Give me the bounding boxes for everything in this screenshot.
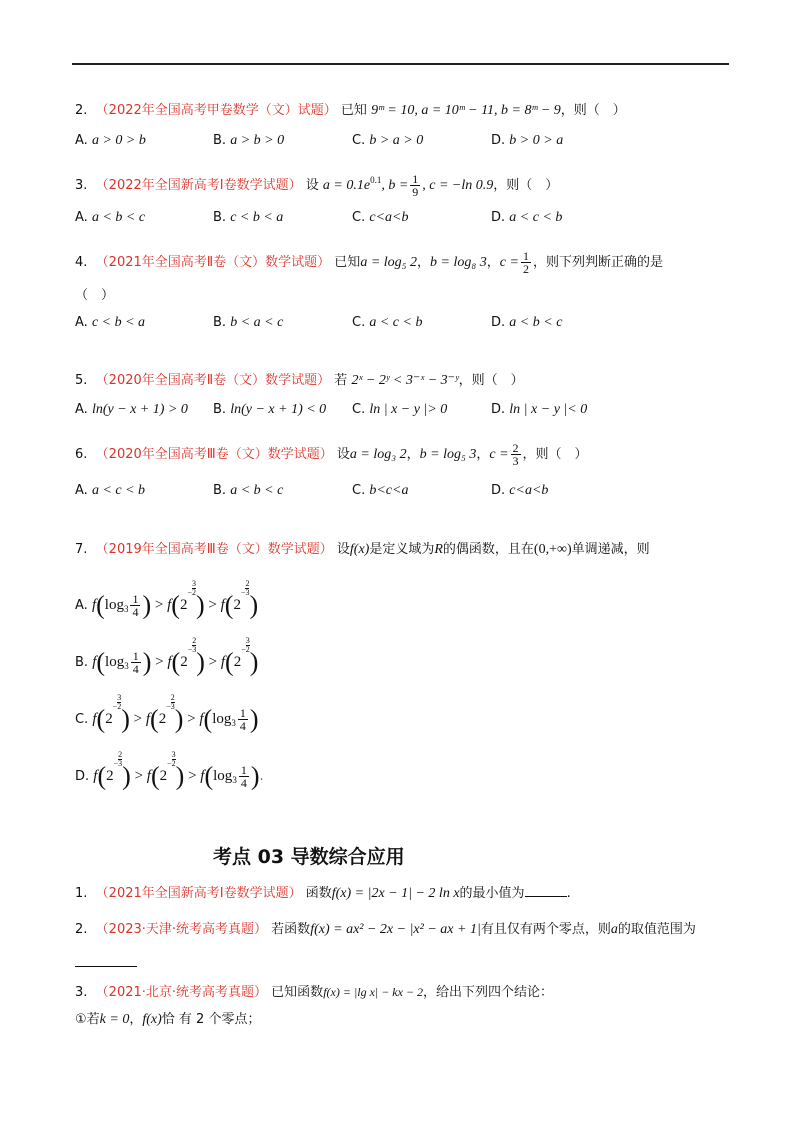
question-text-end: ，则（ ） (522, 447, 588, 462)
numerator: 1 (522, 249, 529, 263)
fraction-c (521, 250, 531, 275)
cond-a-exponent: 0.1 (370, 175, 382, 185)
cond-b: b = log₅ 3 (419, 447, 477, 462)
question-text-mid2: 的偶函数，且在 (442, 542, 534, 557)
section-question-2 (75, 920, 696, 940)
option-text: b > 0 > a (509, 133, 564, 148)
question-text-mid: 有且仅有两个零点，则 (480, 922, 611, 937)
option-c[interactable] (352, 481, 408, 501)
answer-blank[interactable] (525, 884, 567, 897)
option-letter: B. (213, 210, 227, 225)
function-expression: f(x) = ax² − 2x − |x² − ax + 1| (310, 922, 481, 937)
numerator: 2 (512, 441, 519, 455)
fraction-c (511, 442, 521, 467)
question-5 (75, 371, 524, 391)
question-4: 4. （2021年全国高考Ⅱ卷（文）数学试题） 已知a = log₅ 2，b = log₈ 3，c = $\frac{1}{2}$ ，则下列判断正确的是 (75, 249, 663, 276)
option-letter: D. (491, 402, 506, 417)
question-text: 已知 (334, 255, 361, 270)
answer-blank[interactable] (75, 960, 137, 967)
option-c[interactable]: C. f(2− $\frac{3}{2}) > f(2-$ $\frac{2}{3}) > f(\log_3$ $\frac{1}{4}$ ) (75, 693, 259, 734)
question-number: 6. (75, 447, 88, 462)
item-text: ①若 (75, 1012, 100, 1027)
option-letter: D. (491, 315, 506, 330)
question-2 (75, 101, 626, 121)
question-source: （2021·北京·统考高考真题） (95, 985, 268, 1000)
option-text: a > b > 0 (230, 133, 285, 148)
denominator: 3 (512, 454, 519, 468)
option-text: c < b < a (230, 210, 284, 225)
question-text-end: ，给出下列四个结论： (423, 985, 554, 1000)
question-number: 3. (75, 985, 88, 1000)
option-d[interactable] (491, 208, 562, 228)
question-text: 已知 (340, 103, 367, 118)
question-condition: 2ˣ − 2ʸ < 3⁻ˣ − 3⁻ʸ (351, 373, 459, 388)
variable-a: a (610, 922, 618, 937)
option-letter: D. (491, 210, 506, 225)
question-text-end: ，则（ ） (493, 178, 559, 193)
option-letter: C. (352, 483, 366, 498)
cond-c: c = (489, 447, 509, 462)
item-sep: ， (129, 1012, 143, 1027)
func-f: f(x) (349, 542, 370, 557)
question-text-end: 的取值范围为 (617, 922, 696, 937)
question-source: （2023·天津·统考高考真题） (95, 922, 268, 937)
option-text: a < c < b (509, 210, 563, 225)
option-letter: C. (75, 712, 89, 727)
question-text-end: 的最小值为 (459, 886, 525, 901)
option-letter: C. (352, 210, 366, 225)
question-number: 2. (75, 103, 88, 118)
option-text: a > 0 > b (91, 133, 146, 148)
question-text: 设 (336, 447, 350, 462)
question-number: 3. (75, 178, 88, 193)
question-text-mid: 是定义域为 (369, 542, 435, 557)
option-letter: B. (213, 133, 227, 148)
option-text: ln | x − y |< 0 (509, 402, 588, 417)
question-source: （2021年全国高考Ⅱ卷（文）数学试题） (95, 255, 331, 270)
question-source: （2022年全国高考甲卷数学（文）试题） (95, 103, 337, 118)
option-letter: D. (491, 133, 506, 148)
period: . (566, 886, 571, 901)
option-letter: C. (352, 133, 366, 148)
question-text: 设 (336, 542, 350, 557)
option-b[interactable] (213, 400, 326, 420)
option-letter: C. (352, 315, 366, 330)
cond-a: a = log₃ 2 (349, 447, 407, 462)
option-letter: A. (75, 133, 88, 148)
option-c[interactable] (352, 400, 447, 420)
question-4-paren: （ ） (75, 288, 115, 303)
function-expression: f(x) = |2x − 1| − 2 ln x (331, 886, 460, 901)
option-letter: A. (75, 598, 88, 613)
cond-b: b = log₈ 3 (430, 255, 487, 270)
option-letter: B. (75, 655, 89, 670)
option-text: ln | x − y |> 0 (369, 402, 448, 417)
option-text: a < c < b (369, 315, 423, 330)
option-c[interactable] (352, 313, 422, 333)
question-text-end: 单调递减，则 (571, 542, 650, 557)
option-letter: B. (213, 315, 227, 330)
section-question-1 (75, 884, 571, 904)
denominator: 2 (522, 262, 529, 276)
numerator: 1 (412, 172, 419, 186)
item-condition: k = 0 (99, 1012, 130, 1027)
denominator: 9 (412, 185, 419, 199)
option-text: b < a < c (230, 315, 284, 330)
cond-a: a = log₅ 2 (360, 255, 418, 270)
conclusion-item-1 (75, 1010, 260, 1030)
item-text-end: 恰 有 2 个零点； (161, 1012, 261, 1027)
question-text-end: ，则（ ） (458, 373, 524, 388)
question-text-end: ，则（ ） (560, 103, 626, 118)
option-text: a < b < c (509, 315, 563, 330)
question-6: 6. （2020年全国高考Ⅲ卷（文）数学试题） 设a = log₃ 2，b = log₅ 3，c = $\frac{2}{3}$ ，则（ ） (75, 441, 588, 468)
option-letter: C. (352, 402, 366, 417)
option-b[interactable] (213, 208, 283, 228)
option-letter: D. (491, 483, 506, 498)
question-source: （2020年全国高考Ⅲ卷（文）数学试题） (95, 447, 333, 462)
question-number: 1. (75, 886, 88, 901)
option-a[interactable] (75, 400, 188, 420)
function-expression: f(x) = |lg x| − kx − 2 (323, 985, 424, 999)
interval: (0,+∞) (533, 542, 572, 557)
option-d[interactable] (491, 313, 562, 333)
cond-c: c = (499, 255, 519, 270)
option-letter: B. (213, 402, 227, 417)
cond-a: a = 0.1e (322, 178, 371, 193)
option-letter: A. (75, 483, 88, 498)
option-text: c<a<b (509, 483, 549, 498)
question-text: 函数 (305, 886, 332, 901)
option-text: c<a<b (369, 210, 409, 225)
option-a[interactable]: A. $f(\log_3$ $\frac{1}{4}$ ) > f(2− $\frac{3}{2}) > f(2-$ $\frac{2}{3}$) (75, 579, 259, 620)
option-b[interactable] (213, 481, 283, 501)
question-text: 若函数 (271, 922, 311, 937)
question-3 (75, 170, 558, 198)
option-letter: A. (75, 210, 88, 225)
option-a[interactable] (75, 131, 146, 151)
option-letter: B. (213, 483, 227, 498)
option-d[interactable]: D. f(2− $\frac{2}{3}) > f(2-$ $\frac{3}{2}) > f(\log_3$ $\frac{1}{4}$ ). (75, 750, 264, 791)
question-number: 7. (75, 542, 88, 557)
question-7 (75, 540, 650, 560)
question-text: 已知函数 (271, 985, 324, 1000)
question-source: （2021年全国新高考Ⅰ卷数学试题） (95, 886, 302, 901)
question-source: （2022年全国新高考Ⅰ卷数学试题） (95, 178, 302, 193)
option-b[interactable] (213, 313, 283, 333)
func-f: f(x) (142, 1012, 162, 1027)
question-number: 4. (75, 255, 88, 270)
option-letter: A. (75, 315, 88, 330)
section-question-3 (75, 982, 553, 1003)
option-a[interactable] (75, 481, 145, 501)
question-source: （2019年全国高考Ⅲ卷（文）数学试题） (95, 542, 333, 557)
cond-b: , b = (381, 178, 409, 193)
question-number: 2. (75, 922, 88, 937)
option-text: b<c<a (369, 483, 409, 498)
question-text-end: ，则下列判断正确的是 (532, 255, 663, 270)
option-d[interactable] (491, 400, 587, 420)
option-letter: A. (75, 402, 88, 417)
option-text: b > a > 0 (369, 133, 424, 148)
option-text: a < b < c (91, 210, 146, 225)
option-text: ln(y − x + 1) > 0 (91, 402, 188, 417)
option-d[interactable] (491, 481, 548, 501)
question-text: 设 (305, 178, 319, 193)
option-letter: D. (75, 769, 90, 784)
option-text: a < b < c (230, 483, 284, 498)
question-number: 5. (75, 373, 88, 388)
option-c[interactable] (352, 208, 408, 228)
option-b[interactable]: B. $f(\log_3$ $\frac{1}{4}$ ) > f(2− $\frac{2}{3}) > f(2-$ $\frac{3}{2}$) (75, 636, 259, 677)
option-text: ln(y − x + 1) < 0 (230, 402, 327, 417)
question-condition: 9ᵐ = 10, a = 10ᵐ − 11, b = 8ᵐ − 9 (371, 103, 561, 118)
option-a[interactable] (75, 313, 145, 333)
option-text: c < b < a (91, 315, 146, 330)
option-b[interactable] (213, 131, 284, 151)
question-text: 若 (334, 373, 348, 388)
set-r: R (434, 542, 443, 557)
option-a[interactable] (75, 208, 145, 228)
section-title: 考点 03 导数综合应用 (213, 846, 405, 868)
question-source: （2020年全国高考Ⅱ卷（文）数学试题） (95, 373, 331, 388)
header-rule (72, 63, 729, 65)
option-c[interactable] (352, 131, 423, 151)
option-d[interactable] (491, 131, 563, 151)
fraction-b (410, 173, 420, 198)
option-text: a < c < b (91, 483, 146, 498)
cond-c: , c = −ln 0.9 (422, 178, 494, 193)
